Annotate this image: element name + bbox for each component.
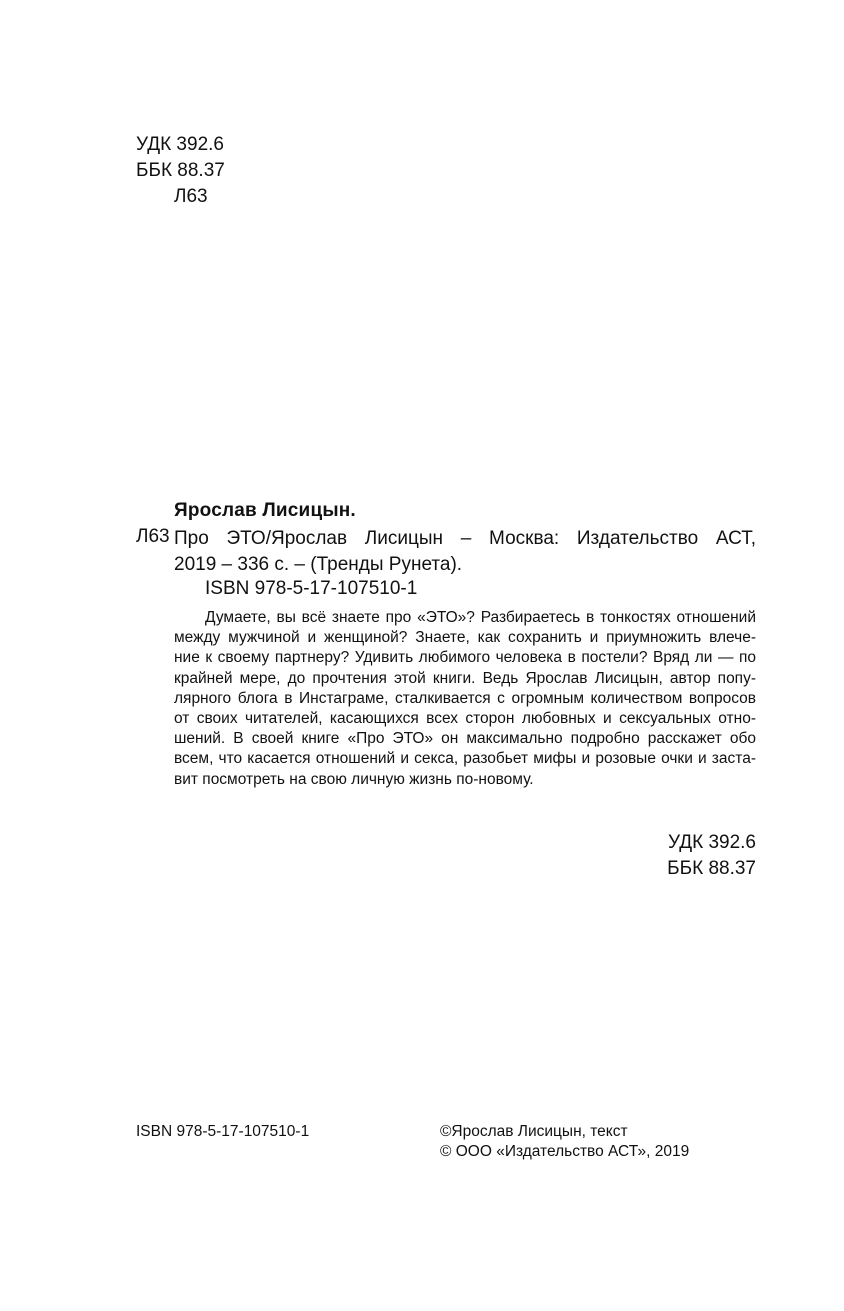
annotation-line: ние к своему партнеру? Удивить любимого человека в постели? Вряд ли — по [174,649,756,667]
annotation-line: шений. В своей книге «Про ЭТО» он максимально подробно расскажет обо [174,730,756,748]
biblio-line-1: Про ЭТО/Ярослав Лисицын – Москва: Издательство АСТ, [174,528,756,549]
annotation-line: Думаете, вы всё знаете про «ЭТО»? Разбираетесь в тонкостях отношений [205,609,756,626]
bbk-code-top: ББК 88.37 [136,160,225,181]
biblio-line-2: 2019 – 336 с. – (Тренды Рунета). [174,554,463,575]
isbn-footer: ISBN 978-5-17-107510-1 [136,1123,310,1140]
isbn-entry: ISBN 978-5-17-107510-1 [205,578,418,599]
copyright-author: ©Ярослав Лисицын, текст [440,1123,628,1140]
annotation-line: лярного блога в Инстаграме, сталкивается с огромным количеством вопросов [174,689,756,707]
udk-code-bottom: УДК 392.6 [668,832,756,853]
author-mark-top: Л63 [174,186,208,207]
annotation-line: всем, что касается отношений и секса, разобьет мифы и розовые очки и заста- [174,750,756,768]
udk-code-top: УДК 392.6 [136,134,224,155]
annotation-line: от своих читателей, касающихся всех сторон любовных и сексуальных отно- [174,710,756,728]
author-heading: Ярослав Лисицын. [174,500,356,521]
bibliographic-description [174,526,756,578]
annotation-line: крайней мере, до прочтения этой книги. Ведь Ярослав Лисицын, автор попу- [174,669,756,687]
annotation-line: между мужчиной и женщиной? Знаете, как сохранить и приумножить влече- [174,629,756,647]
copyright-publisher: © ООО «Издательство АСТ», 2019 [440,1143,690,1160]
annotation-paragraph [174,608,756,790]
annotation-line: вит посмотреть на свою личную жизнь по-новому. [174,770,534,788]
bbk-code-bottom: ББК 88.37 [667,858,756,879]
author-mark-entry: Л63 [136,526,170,547]
